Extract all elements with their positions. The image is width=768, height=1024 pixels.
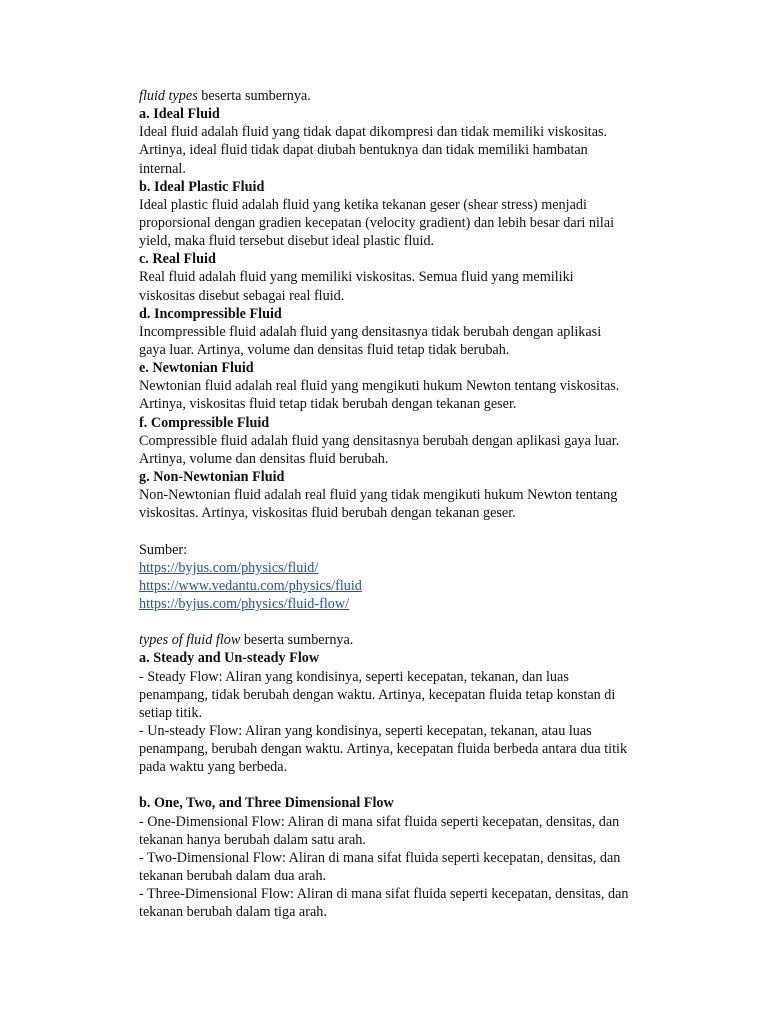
paragraph-line: gaya luar. Artinya, volume dan densitas fluid tetap tidak berubah. — [139, 341, 510, 358]
paragraph-line: Real fluid adalah fluid yang memiliki viskositas. Semua fluid yang memiliki — [139, 269, 574, 286]
heading-ideal-fluid: a. Ideal Fluid — [139, 106, 220, 123]
paragraph-line: - Three-Dimensional Flow: Aliran di mana sifat fluida seperti kecepatan, densitas, dan — [139, 886, 629, 903]
paragraph-line: - One-Dimensional Flow: Aliran di mana sifat fluida seperti kecepatan, densitas, dan — [139, 813, 620, 830]
paragraph-line: Ideal fluid adalah fluid yang tidak dapat dikompresi dan tidak memiliki viskositas. — [139, 124, 608, 141]
blank-line — [139, 613, 684, 631]
paragraph-line: Artinya, ideal fluid tidak dapat diubah bentuknya dan tidak memiliki hambatan — [139, 142, 588, 159]
heading-dimensional-flow: b. One, Two, and Three Dimensional Flow — [139, 795, 394, 812]
paragraph-line: viskositas disebut sebagai real fluid. — [139, 287, 345, 304]
paragraph-line: yield, maka fluid tersebut disebut ideal plastic fluid. — [139, 233, 435, 250]
paragraph-line: penampang, berubah dengan waktu. Artinya, kecepatan fluida berbeda antara dua titik — [139, 741, 628, 758]
paragraph-line: penampang, tidak berubah dengan waktu. Artinya, kecepatan fluida tetap konstan di — [139, 686, 616, 703]
section2-intro-italic: types of fluid flow — [139, 632, 241, 649]
paragraph-line: Artinya, viskositas fluid tetap tidak berubah dengan tekanan geser. — [139, 396, 517, 413]
paragraph-line: pada waktu yang berbeda. — [139, 759, 288, 776]
paragraph-line: viskositas. Artinya, viskositas fluid berubah dengan tekanan geser. — [139, 505, 516, 522]
paragraph-line: - Two-Dimensional Flow: Aliran di mana sifat fluida seperti kecepatan, densitas, dan — [139, 849, 621, 866]
heading-incompressible-fluid: d. Incompressible Fluid — [139, 305, 282, 322]
heading-steady-unsteady-flow: a. Steady and Un-steady Flow — [139, 650, 320, 667]
source-link-item — [139, 577, 684, 595]
paragraph-line: Ideal plastic fluid adalah fluid yang ketika tekanan geser (shear stress) menjadi — [139, 196, 587, 213]
section2-intro-text: beserta sumbernya. — [240, 632, 354, 649]
section1-intro-text: beserta sumbernya. — [197, 88, 311, 104]
blank-line — [139, 776, 684, 794]
document-page — [139, 87, 684, 921]
heading-compressible-fluid: f. Compressible Fluid — [139, 414, 270, 431]
section1-intro — [139, 87, 684, 105]
source-link-item — [139, 559, 684, 577]
heading-ideal-plastic-fluid: b. Ideal Plastic Fluid — [139, 178, 265, 195]
paragraph-line: Newtonian fluid adalah real fluid yang mengikuti hukum Newton tentang viskositas. — [139, 378, 620, 395]
paragraph-line: Artinya, volume dan densitas fluid berubah. — [139, 450, 389, 467]
paragraph-line: tekanan berubah dalam dua arah. — [139, 868, 327, 885]
paragraph-line: Non-Newtonian fluid adalah real fluid yang tidak mengikuti hukum Newton tentang — [139, 487, 618, 504]
section1-intro-italic: fluid types — [139, 88, 198, 104]
paragraph-line: proporsional dengan gradien kecepatan (velocity gradient) dan lebih besar dari nilai — [139, 214, 615, 231]
paragraph-line: tekanan berubah dalam tiga arah. — [139, 904, 327, 921]
blank-line — [139, 522, 684, 540]
paragraph-line: tekanan hanya berubah dalam satu arah. — [139, 831, 366, 848]
heading-non-newtonian-fluid: g. Non-Newtonian Fluid — [139, 468, 285, 485]
section2-intro — [139, 631, 684, 649]
paragraph-line: setiap titik. — [139, 704, 203, 721]
source-link[interactable]: https://www.vedantu.com/physics/fluid — [139, 577, 362, 594]
paragraph-line: - Un-steady Flow: Aliran yang kondisinya, seperti kecepatan, tekanan, atau luas — [139, 722, 592, 739]
source-link[interactable]: https://byjus.com/physics/fluid/ — [139, 559, 319, 576]
sources-label: Sumber: — [139, 541, 188, 558]
source-link-item — [139, 595, 684, 613]
heading-real-fluid: c. Real Fluid — [139, 251, 216, 268]
paragraph-line: internal. — [139, 160, 186, 177]
source-link[interactable]: https://byjus.com/physics/fluid-flow/ — [139, 595, 350, 612]
paragraph-line: - Steady Flow: Aliran yang kondisinya, seperti kecepatan, tekanan, dan luas — [139, 668, 569, 685]
heading-newtonian-fluid: e. Newtonian Fluid — [139, 360, 254, 377]
paragraph-line: Incompressible fluid adalah fluid yang densitasnya tidak berubah dengan aplikasi — [139, 323, 602, 340]
paragraph-line: Compressible fluid adalah fluid yang densitasnya berubah dengan aplikasi gaya luar. — [139, 432, 620, 449]
